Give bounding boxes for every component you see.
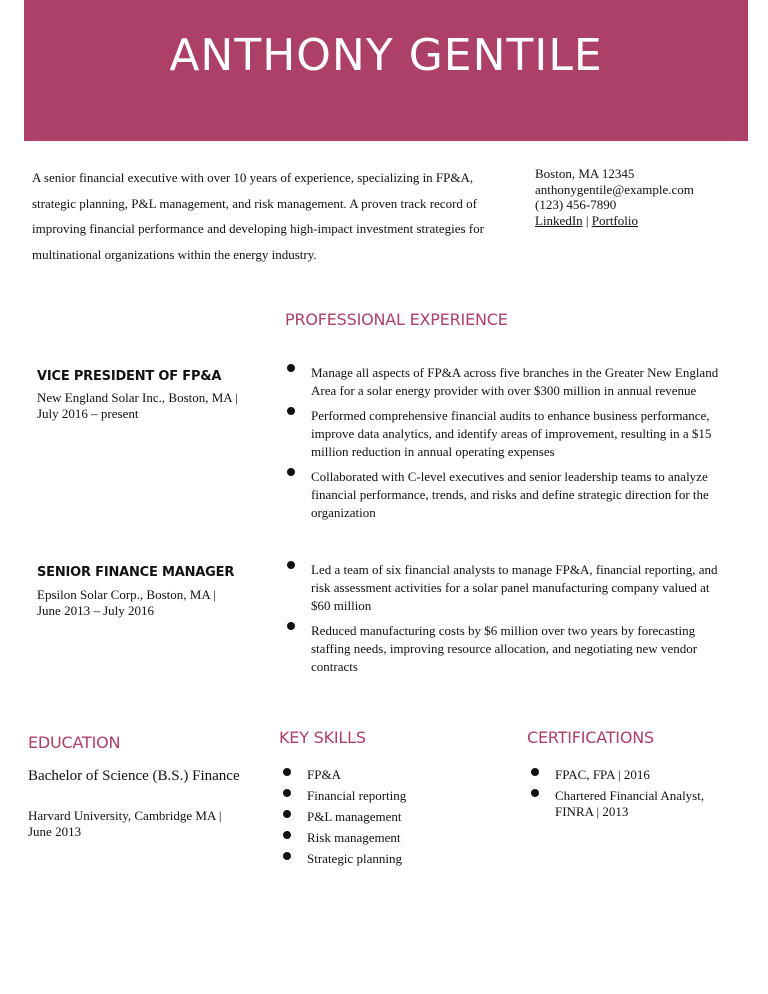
job-bullets xyxy=(287,561,727,683)
contact-links xyxy=(535,213,735,229)
contact-email: anthonygentile@example.com xyxy=(535,181,694,197)
list-item: Reduced manufacturing costs by $6 million over two years by forecasting staffing needs, improving resource allocation, and negotiating new vendor contracts xyxy=(287,622,727,676)
job-company-dates: Epsilon Solar Corp., Boston, MA | June 2013 – July 2016 xyxy=(37,587,216,618)
contact-phone: (123) 456-7890 xyxy=(535,197,617,212)
list-item: FP&A xyxy=(283,767,493,783)
list-item: Collaborated with C-level executives and senior leadership teams to analyze financial performance, trends, and risks and define strategic direction for the organization xyxy=(287,468,727,522)
job-title: SENIOR FINANCE MANAGER xyxy=(37,565,235,580)
list-item: P&L management xyxy=(283,809,493,825)
list-item: FPAC, FPA | 2016 xyxy=(531,767,716,783)
job-company-dates: New England Solar Inc., Boston, MA | July 2016 – present xyxy=(37,390,238,421)
education-heading: EDUCATION xyxy=(28,733,121,752)
professional-summary: A senior financial executive with over 10 years of experience, specializing in FP&A, strategic planning, P&L management, and risk management. A proven track record of improving financial performance and developing high-impact investment strategies for multinational organizations within the energy industry. xyxy=(32,170,484,262)
list-item: Chartered Financial Analyst, FINRA | 2013 xyxy=(531,788,716,820)
skills-list xyxy=(283,767,493,872)
list-item: Manage all aspects of FP&A across five branches in the Greater New England Area for a solar energy provider with over $300 million in annual revenue xyxy=(287,364,727,400)
list-item: Led a team of six financial analysts to manage FP&A, financial reporting, and risk assessment activities for a solar panel manufacturing company valued at $60 million xyxy=(287,561,727,615)
job-title: VICE PRESIDENT OF FP&A xyxy=(37,369,222,384)
list-item: Financial reporting xyxy=(283,788,493,804)
list-item: Strategic planning xyxy=(283,851,493,867)
degree: Bachelor of Science (B.S.) Finance xyxy=(28,768,240,784)
school-and-date: Harvard University, Cambridge MA | June 2013 xyxy=(28,808,222,839)
job-bullets xyxy=(287,364,727,529)
list-item: Performed comprehensive financial audits to enhance business performance, improve data analytics, and identify areas of improvement, resulting in a $15 million reduction in annual operating expenses xyxy=(287,407,727,461)
contact-info xyxy=(535,166,735,228)
certifications-list xyxy=(531,767,716,825)
link-separator: | xyxy=(585,212,589,228)
contact-address: Boston, MA 12345 xyxy=(535,166,635,181)
list-item: Risk management xyxy=(283,830,493,846)
certifications-heading: CERTIFICATIONS xyxy=(527,728,654,747)
experience-heading: PROFESSIONAL EXPERIENCE xyxy=(285,310,508,329)
header-banner xyxy=(24,0,748,141)
skills-heading: KEY SKILLS xyxy=(279,728,366,747)
portfolio-link[interactable]: Portfolio xyxy=(591,212,638,228)
candidate-name: ANTHONY GENTILE xyxy=(169,30,603,81)
linkedin-link[interactable]: LinkedIn xyxy=(535,212,583,228)
